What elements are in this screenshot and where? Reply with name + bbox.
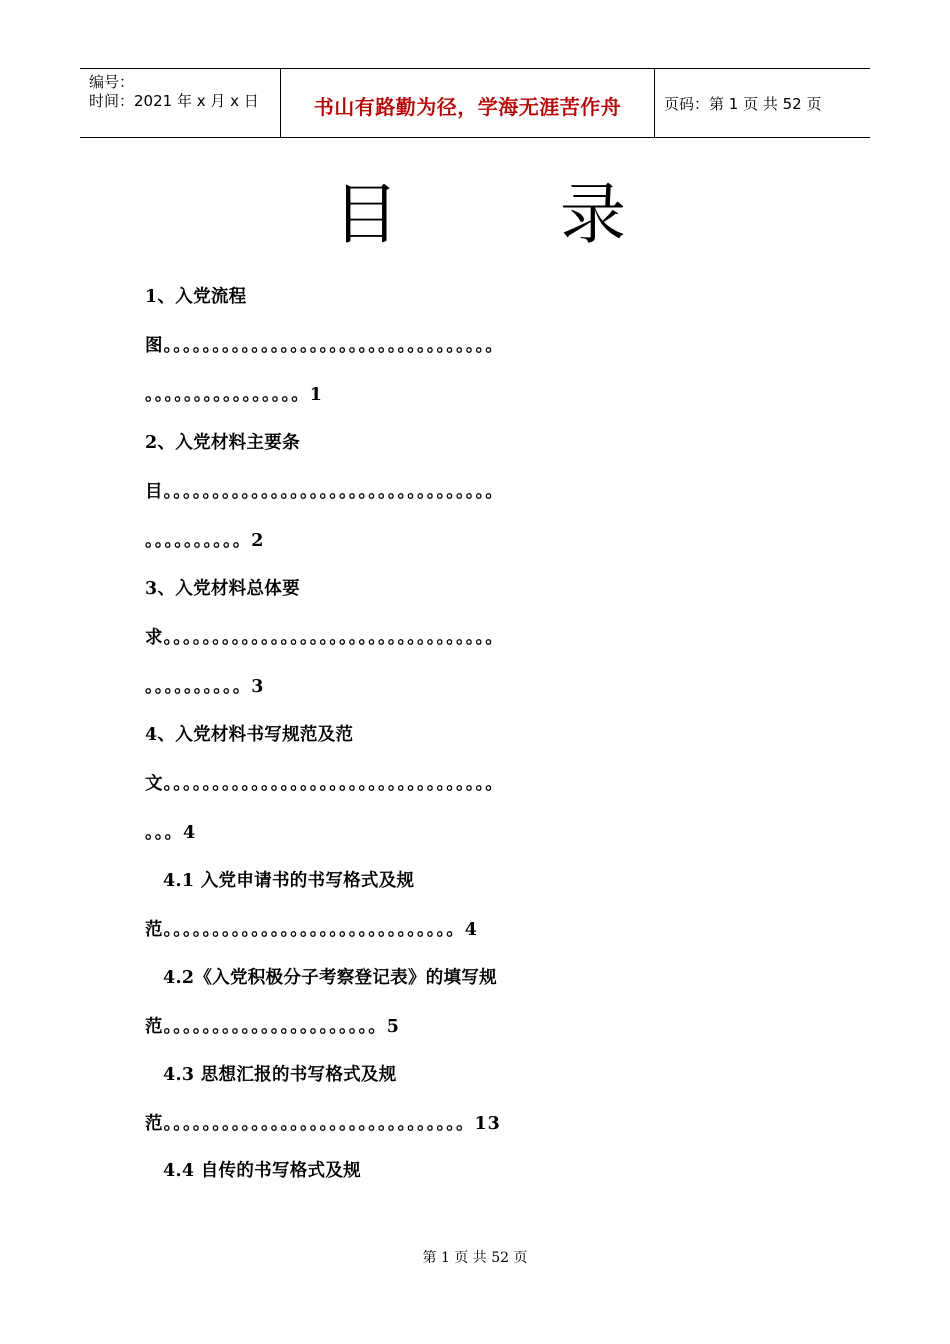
page-header [80,68,870,138]
toc-entry-4-2: 4.2《入党积极分子考察登记表》的填写规 [163,968,497,988]
toc-entry-4-3: 4.3 思想汇报的书写格式及规 [163,1065,397,1085]
header-page-cell [654,69,870,137]
document-number-label: 编号： [89,73,135,91]
toc-entry-4-3-page: 范。。。。。。。。。。。。。。。。。。。。。。。。。。。。。。。13 [145,1114,501,1134]
toc-entry-4-4: 4.4 自传的书写格式及规 [163,1161,361,1181]
toc-entry-3: 3、入党材料总体要 [145,579,300,599]
header-motto: 书山有路勤为径，学海无涯苦作舟 [313,95,622,119]
toc-entry-1: 1、入党流程 [145,287,247,307]
header-meta-cell [80,69,280,137]
toc-entry-4: 4、入党材料书写规范及范 [145,725,354,745]
toc-entry-3-leader: 求。。。。。。。。。。。。。。。。。。。。。。。。。。。。。。。。。。 [145,628,504,648]
toc-entry-4-2-page: 范。。。。。。。。。。。。。。。。。。。。。。5 [145,1017,400,1037]
toc-entry-2-leader: 目。。。。。。。。。。。。。。。。。。。。。。。。。。。。。。。。。。 [145,482,504,502]
toc-entry-2: 2、入党材料主要条 [145,433,300,453]
toc-entry-4-1-page: 范。。。。。。。。。。。。。。。。。。。。。。。。。。。。。。4 [145,920,478,940]
toc-entry-4-page: 。。。4 [145,823,197,843]
toc-entry-3-page: 。。。。。。。。。。3 [145,677,265,697]
header-motto-cell [280,69,655,137]
toc-entry-1-leader: 图。。。。。。。。。。。。。。。。。。。。。。。。。。。。。。。。。。 [145,336,504,356]
toc-entry-1-page: 。。。。。。。。。。。。。。。。1 [145,385,323,405]
page-title-part-1: 目 [333,176,399,253]
toc-entry-2-page: 。。。。。。。。。。2 [145,531,265,551]
toc-entry-4-1: 4.1 入党申请书的书写格式及规 [163,871,415,891]
page-title-part-2: 录 [560,176,626,253]
header-page-info: 页码：第 1 页 共 52 页 [664,95,822,113]
document-time-label: 时间：2021 年 x 月 x 日 [89,92,259,110]
toc-entry-4-leader: 文。。。。。。。。。。。。。。。。。。。。。。。。。。。。。。。。。。 [145,774,504,794]
page-footer: 第 1 页 共 52 页 [422,1250,528,1266]
